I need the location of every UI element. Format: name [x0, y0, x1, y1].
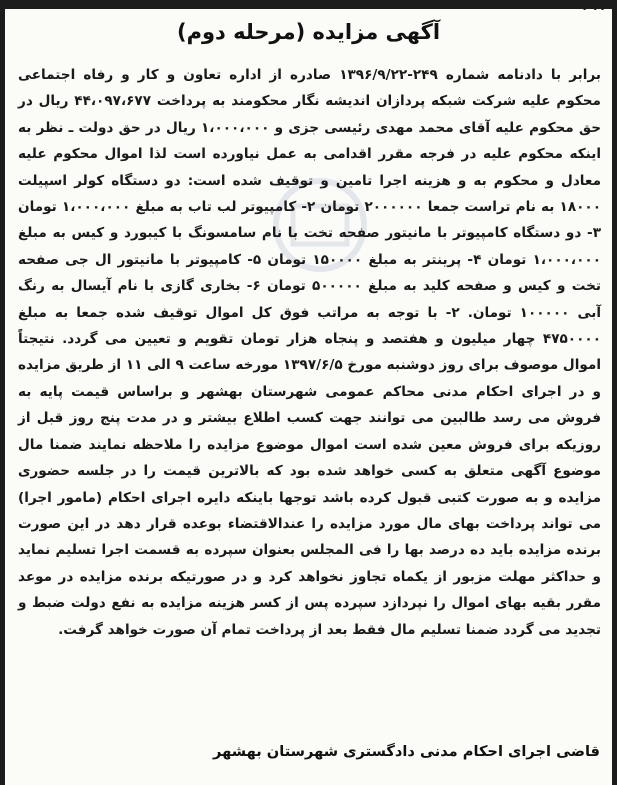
corner-number: ۴۹۹	[582, 0, 604, 13]
top-border-rule	[5, 0, 617, 9]
notice-body: برابر با دادنامه شماره ۲۴۹-۱۳۹۶/۹/۲۲ صادره از اداره تعاون و کار و رفاه اجتماعی محکوم علیه شرکت شبکه پردازان اندیشه نگار محکومند به پرداخت ۴۴،۰۹۷،۶۷۷ ریال در حق محکوم علیه آقای محمد مهدی رئیسی جزی و ۱،۰۰۰،۰۰۰ ریال در حق دولت ـ نظر به اینکه محکوم علیه در فرجه مقرر اقدامی به عمل نیاورده است لذا اموال محکوم علیه معادل و محکوم به و هزینه اجرا تامین و توقیف شده است: دو دستگاه کولر اسپیلت ۱۸۰۰۰ به نام تراست جمعا ۲۰۰۰۰۰۰ تومان ۲- کامپیوتر لب تاب به مبلغ ۱،۰۰۰،۰۰۰ تومان ۳- دو دستگاه کامپیوتر با مانیتور صفحه تخت با نام سامسونگ با کیبورد و کیس به مبلغ ۱،۰۰۰،۰۰۰ تومان ۴- پرینتر به مبلغ ۱۵۰۰۰۰ تومان ۵- کامپیوتر با مانیتور ال جی صفحه تخت و کیس و صفحه کلید به مبلغ ۵۰۰۰۰۰ تومان ۶- بخاری گازی با نام آیسال به رنگ آبی ۱۰۰۰۰۰ تومان. ۲- با توجه به مراتب فوق کل اموال توقیف شده جمعا به مبلغ ۴۷۵۰۰۰۰ چهار میلیون و هفتصد و پنجاه هزار تومان تقویم و تعیین می گردد. نتیجتاً اموال موصوف برای روز دوشنبه مورخ ۱۳۹۷/۶/۵ مورخه ساعت ۹ الی ۱۱ از طریق مزایده و در اجرای احکام مدنی محاکم عمومی شهرستان بهشهر و براساس قیمت پایه به فروش می رسد طالبین می توانند جهت کسب اطلاع بیشتر و در مدت پنج روز قبل از روزیکه برای فروش معین شده است اموال موضوع مزایده را ملاحظه نمایند ضمنا مال موضوع آگهی متعلق به کسی خواهد شده بود که بالاترین قیمت را در جلسه حضوری مزایده و به صورت کتبی قبول کرده باشد توجها باینکه دایره اجرای احکام (مامور اجرا) می تواند پرداخت بهای مال مورد مزایده را عندالاقتضاء بوعده قرار دهد در این صورت برنده مزایده باید ده درصد بها را فی المجلس بعنوان سپرده به قسمت اجرا تسلیم نماید و حداکثر مهلت مزبور از یکماه تجاوز نخواهد کرد و در صورتیکه برنده مزایده در موعد مقرر بقیه بهای اموال را نپردازد سپرده پس از کسر هزینه مزایده به نفع دولت ضبط و تجدید می گردد ضمنا تسلیم مال فقط بعد از پرداخت تمام آن صورت خواهد گرفت.	[18, 67, 602, 638]
notice-title: آگهی مزایده (مرحله دوم)	[176, 20, 441, 44]
notice-signature: قاضی اجرای احکام مدنی دادگستری شهرستان بهشهر	[213, 743, 600, 760]
